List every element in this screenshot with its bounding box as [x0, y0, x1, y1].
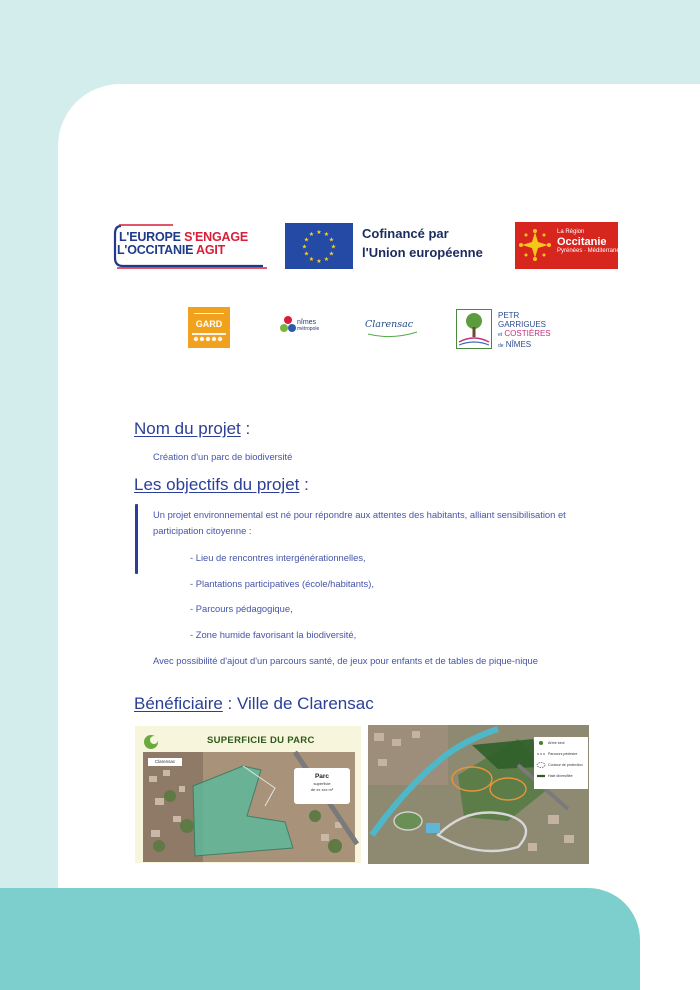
- petr-line-3: [498, 329, 551, 340]
- eu-flag-icon: [285, 223, 353, 269]
- nimes-sub: métropole: [297, 326, 320, 332]
- nimes-name: nîmes: [297, 319, 317, 326]
- beneficiaire-value: Ville de Clarensac: [237, 694, 374, 713]
- occitanie-word: L'OCCITANIE: [117, 243, 194, 257]
- objectifs-label: Les objectifs du projet: [134, 475, 300, 494]
- svg-text:★: ★: [301, 243, 308, 251]
- europe-word: L'EUROPE: [119, 230, 181, 244]
- legend-item: Parcours pédestre: [548, 752, 578, 756]
- bottom-band: [0, 888, 640, 990]
- cofinance-text: [362, 224, 512, 262]
- petr-de: de: [498, 343, 504, 349]
- occitanie-subtitle: Pyrénées · Méditerranée: [557, 248, 624, 254]
- nom-du-projet-label: Nom du projet: [134, 419, 241, 438]
- nom-separator: :: [240, 419, 251, 438]
- amenagement-map-image: [368, 725, 589, 864]
- nimes-metropole-logo: [280, 313, 340, 339]
- svg-text:★: ★: [308, 231, 315, 238]
- objectif-item: - Parcours pédagogique,: [190, 603, 293, 614]
- svg-text:★: ★: [330, 243, 337, 251]
- objectif-item: - Zone humide favorisant la biodiversité,: [190, 629, 357, 640]
- eu-stars-icon: [285, 223, 353, 269]
- legend-item: Contour de protection: [548, 763, 583, 767]
- svg-text:★: ★: [328, 236, 335, 244]
- nimes-petals-icon: [280, 315, 296, 337]
- occitanie-name: Occitanie: [557, 236, 607, 248]
- svg-text:★: ★: [316, 229, 322, 236]
- petr-nimes: NÎMES: [505, 340, 532, 349]
- petr-text: [498, 311, 551, 351]
- svg-text:★: ★: [308, 256, 315, 263]
- parc-title: Parc: [314, 773, 330, 780]
- petr-garrigues-costieres-logo: [456, 309, 560, 351]
- svg-text:★: ★: [303, 236, 310, 244]
- gard-arches-icon: [188, 307, 230, 348]
- petr-line-1: PETR: [498, 311, 520, 320]
- petr-et: et: [498, 332, 503, 338]
- tree-icon: [457, 310, 491, 348]
- svg-text:★: ★: [323, 256, 330, 263]
- beneficiaire-separator: :: [222, 694, 237, 713]
- agit-word: AGIT: [196, 243, 226, 257]
- objectif-item: - Lieu de rencontres intergénérationnelles,: [190, 552, 366, 563]
- legend-item: Haie diversifiée: [548, 774, 573, 778]
- clarensac-swirl-icon: [365, 318, 419, 340]
- objectifs-closing: Avec possibilité d'ajout d'un parcours santé, de jeux pour enfants et de tables de pique-nique: [153, 655, 538, 666]
- svg-text:★: ★: [323, 231, 330, 238]
- region-occitanie-logo: [515, 222, 624, 269]
- svg-text:★: ★: [303, 250, 310, 258]
- petr-line-4: [498, 340, 551, 351]
- gard-text: GARD: [195, 319, 223, 329]
- objectifs-separator: :: [299, 475, 309, 494]
- parc-area-value: de xx xxx m²: [310, 787, 334, 792]
- cofinance-line-1: Cofinancé par: [362, 226, 449, 241]
- europe-line-2: [117, 243, 225, 257]
- legend-item: Arbre seul: [548, 741, 565, 745]
- nom-du-projet-value: Création d'un parc de biodiversité: [153, 451, 293, 462]
- parc-info-box: [294, 768, 350, 804]
- objectifs-accent-bar: [135, 504, 138, 574]
- superficie-title: SUPERFICIE DU PARC: [207, 735, 315, 746]
- petr-line-2: GARRIGUES: [498, 320, 547, 329]
- objectifs-intro-line-2: participation citoyenne :: [153, 525, 252, 536]
- objectif-item: - Plantations participatives (école/habitants),: [190, 578, 374, 589]
- occitan-cross-icon: [515, 222, 555, 269]
- parc-superficie: superficie: [313, 781, 331, 786]
- superficie-map-image: [135, 726, 361, 863]
- gard-logo: [188, 307, 230, 348]
- nimes-text: [297, 319, 319, 333]
- nom-du-projet-heading: [134, 419, 250, 439]
- occitanie-la-region: La Région: [557, 229, 585, 235]
- svg-text:★: ★: [328, 250, 335, 258]
- objectifs-heading: [134, 475, 309, 495]
- svg-text:★: ★: [316, 258, 322, 265]
- clarensac-map-label: Clarensac: [148, 758, 182, 766]
- sengage-word: S'ENGAGE: [184, 230, 248, 244]
- cofinance-line-2: l'Union européenne: [362, 245, 483, 260]
- petr-tree-icon: [456, 309, 492, 349]
- clarensac-logo-text: Clarensac: [365, 319, 414, 330]
- beneficiaire-heading: [134, 694, 374, 714]
- objectifs-intro-line-1: Un projet environnemental est né pour répondre aux attentes des habitants, alliant sensibilisation et: [153, 509, 566, 520]
- europe-line-1: [119, 230, 248, 244]
- petr-costieres: COSTIÈRES: [504, 329, 551, 338]
- europe-sengage-logo: [113, 222, 269, 270]
- clarensac-logo: [365, 318, 419, 340]
- occitanie-text: [557, 229, 623, 255]
- map-legend: [534, 737, 588, 789]
- beneficiaire-label: Bénéficiaire: [134, 694, 223, 713]
